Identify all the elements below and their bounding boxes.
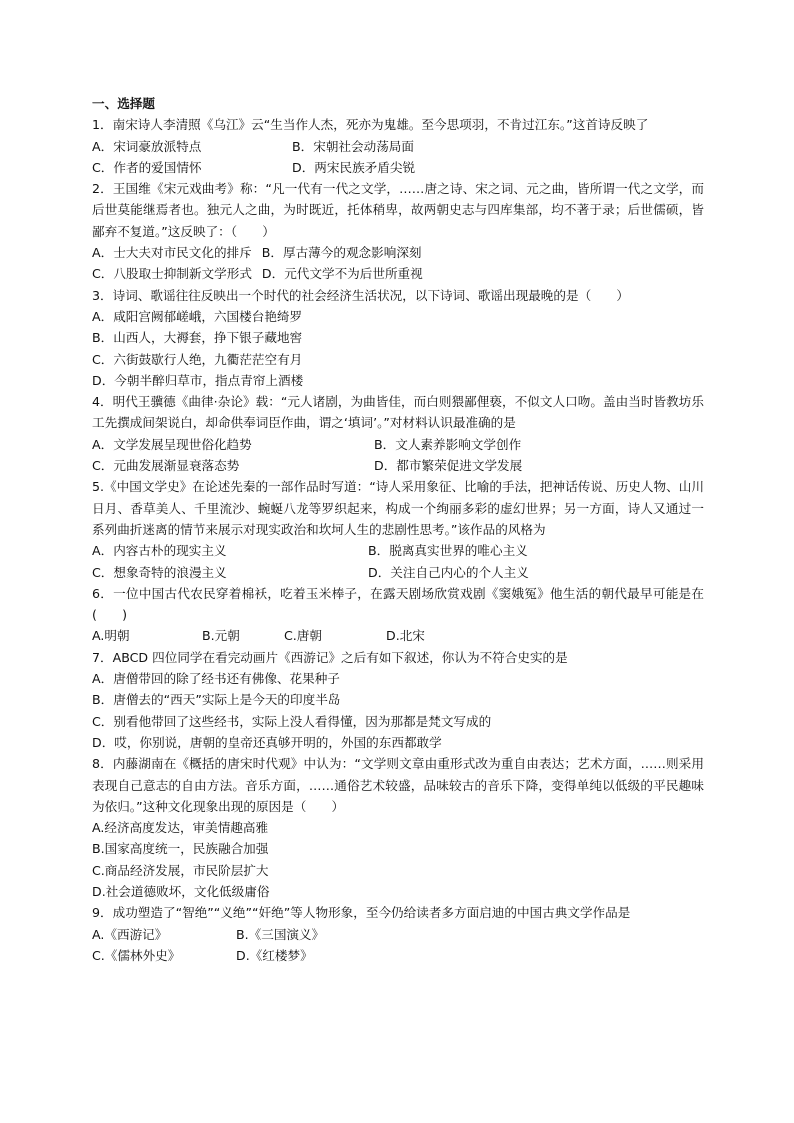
- question-3: [92, 285, 704, 391]
- option-d: D．哎，你别说，唐朝的皇帝还真够开明的，外国的东西都敢学: [92, 734, 442, 750]
- options-row: [92, 625, 704, 646]
- option-a: A．文学发展呈现世俗化趋势: [92, 436, 252, 452]
- option-a: A．咸阳宫阙郁嵯峨，六国楼台艳绮罗: [92, 308, 303, 324]
- option-a: A.明朝: [92, 628, 130, 644]
- option-d: D.社会道德败坏，文化低级庸俗: [92, 883, 270, 899]
- option-c: C．想象奇特的浪漫主义: [92, 564, 227, 580]
- question-stem: 7．ABCD 四位同学在看完动画片《西游记》之后有如下叙述，你认为不符合史实的是: [92, 649, 568, 665]
- option-d: D．关注自己内心的个人主义: [368, 564, 529, 580]
- question-stem: 8．内藤湖南在《概括的唐宋时代观》中认为：“文学则文章由重形式改为重自由表达；艺术方面，……则采用表现自己意志的自由方法。音乐方面，……通俗艺术较盛，品味较古的音乐下降，变得单纯以低级的平民趣味为依归。”这种文化现象出现的原因是（ ）: [92, 756, 704, 814]
- option-b: B．脱离真实世界的唯心主义: [368, 543, 528, 559]
- question-8: [92, 753, 704, 902]
- option-b: B．唐僧去的“西天”实际上是今天的印度半岛: [92, 692, 341, 708]
- question-7: [92, 647, 704, 753]
- option-d: D.北宋: [386, 628, 425, 644]
- option-d: D．都市繁荣促进文学发展: [374, 458, 523, 474]
- options-row: [92, 242, 704, 263]
- option-b: B．文人素养影响文学创作: [374, 436, 522, 452]
- options-row: [92, 945, 704, 966]
- question-9: [92, 902, 704, 966]
- option-c: C．六街鼓歇行人绝，九衢茫茫空有月: [92, 351, 303, 367]
- option-b: B.国家高度统一，民族融合加强: [92, 841, 269, 857]
- option-b: B．山西人，大褥套，挣下银子藏地窖: [92, 330, 303, 346]
- question-stem: 6．一位中国古代农民穿着棉袄，吃着玉米棒子，在露天剧场欣赏戏剧《窦娥冤》他生活的朝代最早可能是在( ): [92, 585, 704, 623]
- question-sheet: [92, 93, 704, 966]
- option-c: C.《儒林外史》: [92, 947, 181, 963]
- option-b: B.元朝: [202, 628, 240, 644]
- option-c: C.商品经济发展，市民阶层扩大: [92, 862, 269, 878]
- option-d: D．今朝半醉归草市，指点青帘上酒楼: [92, 372, 304, 388]
- options-row: [92, 434, 704, 455]
- options-row: [92, 540, 704, 561]
- options-row: [92, 136, 704, 157]
- option-c: C．别看他带回了这些经书，实际上没人看得懂，因为那都是梵文写成的: [92, 713, 492, 729]
- options-row: [92, 263, 704, 284]
- option-a: A.《西游记》: [92, 926, 168, 942]
- option-a: A.经济高度发达，审美情趣高雅: [92, 820, 269, 836]
- options-row: [92, 455, 704, 476]
- option-c: C.唐朝: [284, 628, 322, 644]
- option-a: A．士大夫对市民文化的排斥: [92, 245, 252, 261]
- options-row: [92, 157, 704, 178]
- question-stem: 9．成功塑造了“智绝”“义绝”“奸绝”等人物形象，至今仍给读者多方面启迪的中国古典文学作品是: [92, 905, 631, 921]
- option-a: A．宋词豪放派特点: [92, 138, 202, 154]
- option-d: D．元代文学不为后世所重视: [261, 266, 423, 282]
- option-b: B.《三国演义》: [236, 926, 325, 942]
- option-d: D．两宋民族矛盾尖锐: [292, 159, 416, 175]
- option-a: A．唐僧带回的除了经书还有佛像、花果种子: [92, 671, 340, 687]
- option-a: A．内容古朴的现实主义: [92, 543, 227, 559]
- question-stem: 3．诗词、歌谣往往反映出一个时代的社会经济生活状况，以下诗词、歌谣出现最晚的是（ ）: [92, 287, 629, 303]
- question-2: [92, 178, 704, 284]
- question-stem: 1．南宋诗人李清照《乌江》云“生当作人杰，死亦为鬼雄。至今思项羽，不肯过江东。”这首诗反映了: [92, 117, 649, 133]
- question-stem: 4．明代王骥德《曲律·杂论》载：“元人诸剧，为曲皆佳，而白则猥鄙俚亵，不似文人口吻。盖由当时皆教坊乐工先撰成间架说白，却命供奉词臣作曲，谓之‘填词’。”对材料认识最准确的是: [92, 394, 704, 431]
- option-b: B．厚古薄今的观念影响深刻: [261, 245, 422, 261]
- option-c: C．作者的爱国情怀: [92, 159, 202, 175]
- option-c: C．元曲发展渐显衰落态势: [92, 458, 240, 474]
- option-d: D.《红楼梦》: [236, 947, 313, 963]
- question-stem: 5.《中国文学史》在论述先秦的一部作品时写道：“诗人采用象征、比喻的手法，把神话传说、历史人物、山川日月、香草美人、千里流沙、蜿蜒八龙等罗织起来，构成一个绚丽多彩的虚幻世界；另一方面，诗人又通过一系列曲折迷离的情节来展示对现实政治和坎坷人生的悲剧性思考。”该作品的风格为: [92, 479, 704, 537]
- option-c: C．八股取士抑制新文学形式: [92, 266, 252, 282]
- question-stem: 2．王国维《宋元戏曲考》称：“凡一代有一代之文学，……唐之诗、宋之词、元之曲，皆所谓一代之文学，而后世莫能继焉者也。独元人之曲，为时既近，托体稍卑，故两朝史志与四库集部，均不著于录；后世儒硕，皆鄙弃不复道。”这反映了：（ ）: [92, 181, 704, 239]
- question-1: [92, 114, 704, 178]
- question-5: [92, 476, 704, 582]
- section-title: 一、选择题: [92, 96, 155, 111]
- question-6: [92, 583, 704, 647]
- option-b: B．宋朝社会动荡局面: [292, 138, 414, 154]
- options-row: [92, 562, 704, 583]
- options-row: [92, 924, 704, 945]
- question-4: [92, 391, 704, 476]
